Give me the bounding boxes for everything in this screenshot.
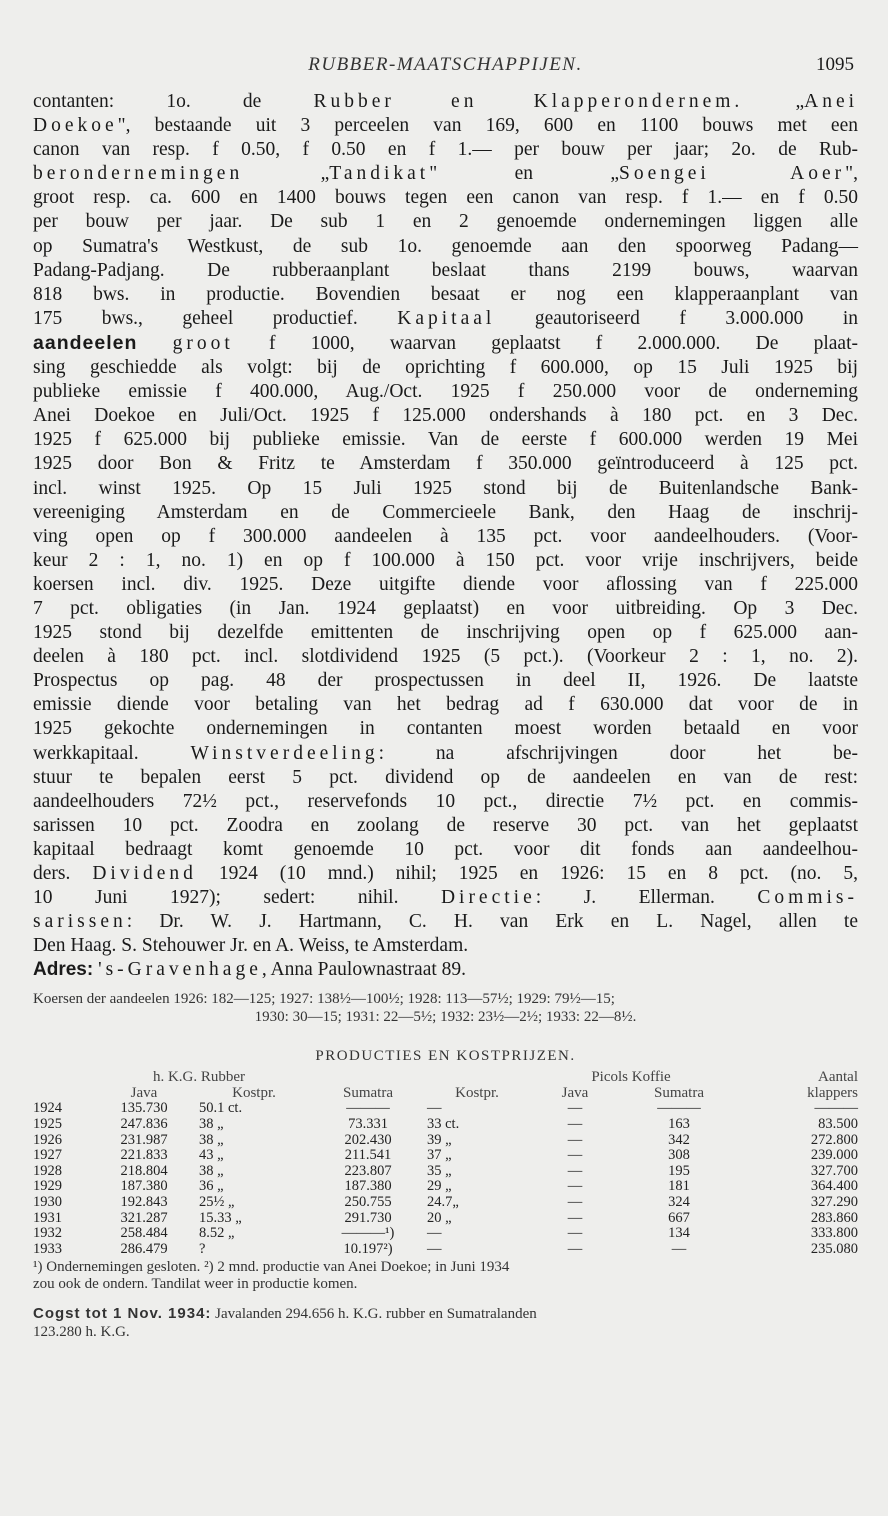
text-line: aandeelen groot f 1000, waarvan geplaatst f 2.000.000. De plaat- <box>33 331 858 354</box>
harvest-label: Cogst tot 1 Nov. 1934: <box>33 1305 212 1323</box>
harvest-line: 123.280 h. K.G. <box>33 1324 130 1341</box>
cell-sumatra: 10.197²) <box>343 1240 393 1257</box>
cell-year: 1933 <box>33 1240 62 1257</box>
cell-klappers: 283.860 <box>810 1209 858 1226</box>
cell-ksumatra: 163 <box>668 1116 690 1133</box>
cell-ksumatra: ——— <box>657 1100 701 1117</box>
cell-year: 1924 <box>33 1100 62 1117</box>
cell-kostpr2: — <box>427 1225 442 1242</box>
cell-kjava: — <box>567 1240 583 1257</box>
page-number: 1095 <box>816 54 854 75</box>
cell-klappers: 235.080 <box>810 1240 858 1257</box>
text-line: aandeelhouders 72½ pct., reservefonds 10 pct., directie 7½ pct. en commis- <box>33 790 858 812</box>
table-row <box>33 1148 858 1164</box>
running-title: RUBBER-MAATSCHAPPIJEN. <box>308 54 583 75</box>
cell-java: 221.833 <box>120 1147 168 1164</box>
cell-kostpr: 38 „ <box>199 1131 224 1148</box>
text-line: Prospectus op pag. 48 der prospectussen in deel II, 1926. De laatste <box>33 670 858 692</box>
footnote-line: zou ook de ondern. Tandilat weer in productie komen. <box>33 1276 358 1293</box>
footnote-line: ¹) Ondernemingen gesloten. ²) 2 mnd. productie van Anei Doekoe; in Juni 1934 <box>33 1259 510 1276</box>
header-koffie-java: Java <box>561 1085 589 1102</box>
cell-kostpr: 25½ „ <box>199 1194 235 1211</box>
cell-year: 1928 <box>33 1162 62 1179</box>
text-line: stuur te bepalen eerst 5 pct. dividend op de aandeelen en van de rest: <box>33 766 858 788</box>
table-row <box>33 1226 858 1242</box>
cell-java: 258.484 <box>120 1225 168 1242</box>
cell-kostpr: 38 „ <box>199 1162 224 1179</box>
cell-klappers: 333.800 <box>810 1225 858 1242</box>
cell-year: 1929 <box>33 1178 62 1195</box>
cell-klappers: ——— <box>814 1100 858 1117</box>
cell-sumatra: 73.331 <box>348 1116 388 1133</box>
cell-kostpr: 43 „ <box>199 1147 224 1164</box>
table-row <box>33 1179 858 1195</box>
header-kostpr2: Kostpr. <box>455 1085 499 1102</box>
text-line: 818 bws. in productie. Bovendien besaat er nog een klapperaanplant van <box>33 283 858 305</box>
cell-ksumatra: — <box>671 1240 687 1257</box>
cell-kjava: — <box>567 1100 583 1117</box>
cell-ksumatra: 181 <box>668 1178 690 1195</box>
text-line: contanten: 1o. de Rubber en Klapperondernem. „Anei <box>33 91 859 112</box>
cell-kjava: — <box>567 1131 583 1148</box>
text-line: 10 Juni 1927); sedert: nihil. Directie: J. Ellerman. Commis- <box>33 887 858 909</box>
body-text <box>33 90 858 982</box>
cell-kostpr: 36 „ <box>199 1178 224 1195</box>
table-row <box>33 1101 858 1117</box>
cell-klappers: 83.500 <box>818 1116 858 1133</box>
text-line: sing geschiedde als volgt: bij de oprichting f 600.000, op 15 Juli 1925 bij <box>33 357 858 379</box>
table-header-row <box>33 1085 858 1101</box>
cell-kostpr2: 24.7„ <box>427 1194 459 1211</box>
harvest-note <box>33 1305 858 1341</box>
cell-kjava: — <box>567 1116 583 1133</box>
cell-year: 1925 <box>33 1116 62 1133</box>
cell-klappers: 239.000 <box>810 1147 858 1164</box>
cell-kostpr2: 39 „ <box>427 1131 452 1148</box>
cell-kostpr2: 37 „ <box>427 1147 452 1164</box>
address-line: Adres: 's-Gravenhage, Anna Paulownastraat 89. <box>33 959 467 981</box>
cell-ksumatra: 134 <box>668 1225 690 1242</box>
table-row <box>33 1195 858 1211</box>
header-klappers: klappers <box>807 1085 858 1102</box>
text-line: Padang-Padjang. De rubberaanplant beslaat thans 2199 bouws, waarvan <box>33 259 858 281</box>
cell-java: 231.987 <box>120 1131 168 1148</box>
cell-sumatra: 250.755 <box>344 1194 392 1211</box>
text-line: 7 pct. obligaties (in Jan. 1924 geplaatst) en voor uitbreiding. Op 3 Dec. <box>33 597 858 619</box>
text-line: 175 bws., geheel productief. Kapitaal geautoriseerd f 3.000.000 in <box>33 307 858 329</box>
text-line: per bouw per jaar. De sub 1 en 2 genoemde ondernemingen liggen alle <box>33 211 858 233</box>
header-rubber: h. K.G. Rubber <box>152 1069 246 1086</box>
text-line: Anei Doekoe en Juli/Oct. 1925 f 125.000 ondershands à 180 pct. en 3 Dec. <box>33 405 858 427</box>
header-aantal: Aantal <box>818 1069 858 1086</box>
share-prices-line: 1930: 30—15; 1931: 22—5½; 1932: 23½—2½; 1933: 22—8½. <box>254 1009 637 1026</box>
header-kostpr: Kostpr. <box>232 1085 276 1102</box>
cell-kjava: — <box>567 1162 583 1179</box>
header-sumatra: Sumatra <box>343 1085 393 1102</box>
cell-ksumatra: 342 <box>668 1131 690 1148</box>
header-koffie-sumatra: Sumatra <box>654 1085 704 1102</box>
cell-sumatra: 187.380 <box>344 1178 392 1195</box>
text-line: 1925 door Bon & Fritz te Amsterdam f 350.000 geïntroduceerd à 125 pct. <box>33 453 858 475</box>
header-java: Java <box>130 1085 158 1102</box>
cell-kostpr2: — <box>427 1100 442 1117</box>
cell-kostpr: 50.1 ct. <box>199 1100 243 1117</box>
cell-kostpr: 15.33 „ <box>199 1209 242 1226</box>
cell-kostpr2: 29 „ <box>427 1178 452 1195</box>
header-koffie: Picols Koffie <box>591 1069 671 1086</box>
cell-java: 187.380 <box>120 1178 168 1195</box>
cell-java: 218.804 <box>120 1162 168 1179</box>
cell-sumatra: 291.730 <box>344 1209 392 1226</box>
text-line: canon van resp. f 0.50, f 0.50 en f 1.— per bouw per jaar; 2o. de Rub- <box>33 139 858 161</box>
cell-java: 135.730 <box>120 1100 168 1117</box>
cell-java: 192.843 <box>120 1194 168 1211</box>
text-line: sarissen: Dr. W. J. Hartmann, C. H. van Erk en L. Nagel, allen te <box>33 911 858 933</box>
text-line: werkkapitaal. Winstverdeeling: na afschrijvingen door het be- <box>33 742 858 764</box>
cell-kostpr: ? <box>199 1240 206 1257</box>
text-line: ders. Dividend 1924 (10 mnd.) nihil; 1925 en 1926: 15 en 8 pct. (no. 5, <box>33 863 858 884</box>
cell-year: 1926 <box>33 1131 62 1148</box>
cell-kostpr: 8.52 „ <box>199 1225 235 1242</box>
cell-ksumatra: 195 <box>668 1162 690 1179</box>
text-line: kapitaal bedraagt komt genoemde 10 pct. voor dit fonds aan aandeelhou- <box>33 838 858 860</box>
text-line: 1925 f 625.000 bij publieke emissie. Van de eerste f 600.000 werden 19 Mei <box>33 429 858 451</box>
cell-kjava: — <box>567 1209 583 1226</box>
text-line: deelen à 180 pct. incl. slotdividend 1925 (5 pct.). (Voorkeur 2 : 1, no. 2). <box>33 646 858 668</box>
text-line: keur 2 : 1, no. 1) en op f 100.000 à 150 pct. voor vrije inschrijvers, beide <box>33 549 858 571</box>
harvest-line: Cogst tot 1 Nov. 1934: Javalanden 294.656 h. K.G. rubber en Sumatralanden <box>33 1305 537 1323</box>
cell-klappers: 364.400 <box>810 1178 858 1195</box>
cell-ksumatra: 324 <box>668 1194 690 1211</box>
cell-year: 1930 <box>33 1194 62 1211</box>
cell-year: 1932 <box>33 1225 62 1242</box>
production-table <box>33 1069 858 1257</box>
text-line: op Sumatra's Westkust, de sub 1o. genoemde aan den spoorweg Padang— <box>33 235 858 257</box>
cell-sumatra: ———¹) <box>341 1225 395 1242</box>
cell-java: 286.479 <box>120 1240 168 1257</box>
cell-sumatra: 202.430 <box>344 1131 392 1148</box>
text-line: Doekoe", bestaande uit 3 perceelen van 169, 600 en 1100 bouws met een <box>33 115 858 137</box>
cell-kostpr2: 35 „ <box>427 1162 452 1179</box>
cell-sumatra: 211.541 <box>344 1147 392 1164</box>
text-line: koersen incl. div. 1925. Deze uitgifte diende voor aflossing van f 225.000 <box>33 573 858 595</box>
cell-year: 1931 <box>33 1209 62 1226</box>
share-prices-line: Koersen der aandeelen 1926: 182—125; 1927: 138½—100½; 1928: 113—57½; 1929: 79½—15; <box>33 991 615 1008</box>
table-row <box>33 1242 858 1258</box>
cell-ksumatra: 308 <box>668 1147 690 1164</box>
table-footnotes <box>33 1259 858 1293</box>
text-line: Den Haag. S. Stehouwer Jr. en A. Weiss, te Amsterdam. <box>33 935 469 957</box>
text-line: emissie diende voor betaling van het bedrag ad f 630.000 dat voor de in <box>33 694 858 716</box>
cell-klappers: 327.290 <box>810 1194 858 1211</box>
cell-kostpr2: — <box>427 1240 442 1257</box>
table-row <box>33 1117 858 1133</box>
share-prices <box>33 990 858 1026</box>
table-row <box>33 1164 858 1180</box>
address-label: Adres: <box>33 959 94 981</box>
cell-kjava: — <box>567 1178 583 1195</box>
text-line: sarissen 10 pct. Zoodra en zoolang de reserve 30 pct. van het geplaatst <box>33 814 858 836</box>
text-line: publieke emissie f 400.000, Aug./Oct. 1925 f 250.000 voor de onderneming <box>33 381 858 403</box>
cell-kostpr2: 33 ct. <box>427 1116 460 1133</box>
cell-kostpr: 38 „ <box>199 1116 224 1133</box>
cell-kjava: — <box>567 1147 583 1164</box>
cell-sumatra: 223.807 <box>344 1162 392 1179</box>
text-line: vereeniging Amsterdam en de Commercieele Bank, den Haag de inschrij- <box>33 501 858 523</box>
cell-klappers: 327.700 <box>810 1162 858 1179</box>
cell-sumatra: ——— <box>346 1100 390 1117</box>
table-row <box>33 1133 858 1149</box>
cell-kjava: — <box>567 1225 583 1242</box>
cell-java: 247.836 <box>120 1116 168 1133</box>
cell-klappers: 272.800 <box>810 1131 858 1148</box>
text-line: incl. winst 1925. Op 15 Juli 1925 stond bij de Buitenlandsche Bank- <box>33 477 858 499</box>
text-line: 1925 gekochte ondernemingen in contanten moest worden betaald en voor <box>33 718 858 740</box>
text-line: 1925 stond bij dezelfde emittenten de inschrijving open op f 625.000 aan- <box>33 622 858 644</box>
cell-ksumatra: 667 <box>668 1209 690 1226</box>
cell-java: 321.287 <box>120 1209 168 1226</box>
text-line: ving open op f 300.000 aandeelen à 135 pct. voor aandeelhouders. (Voor- <box>33 525 858 547</box>
cell-year: 1927 <box>33 1147 62 1164</box>
page-header <box>33 54 858 90</box>
text-line: berondernemingen „Tandikat" en „Soengei Aoer", <box>33 163 858 185</box>
table-header-row <box>33 1069 858 1085</box>
cell-kostpr2: 20 „ <box>427 1209 452 1226</box>
cell-kjava: — <box>567 1194 583 1211</box>
table-row <box>33 1211 858 1227</box>
table-title: PRODUCTIES EN KOSTPRIJZEN. <box>315 1048 576 1065</box>
text-line: groot resp. ca. 600 en 1400 bouws tegen een canon van resp. f 1.— en f 0.50 <box>33 187 858 209</box>
